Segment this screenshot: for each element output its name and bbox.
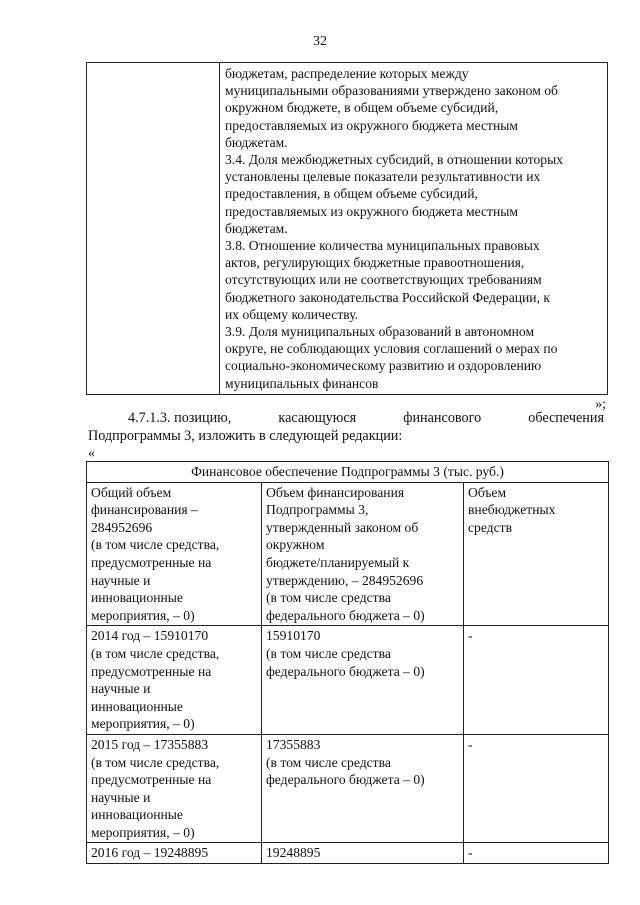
indicator-line: округе, не соблюдающих условия соглашений о мерах по: [225, 341, 558, 357]
cell-text: (в том числе средства: [266, 590, 391, 606]
cell-text: научные и: [91, 681, 151, 697]
table-row: [87, 626, 609, 735]
table-row: [87, 482, 609, 626]
cell-text: мероприятия, – 0): [91, 607, 195, 623]
year-budget-cell: [262, 626, 464, 735]
cell-text: (в том числе средства,: [91, 537, 220, 553]
cell-text: (в том числе средства,: [91, 754, 220, 770]
table-row: [87, 843, 609, 864]
cell-text: бюджете/планируемый к: [266, 554, 410, 570]
cell-text: (в том числе средства: [266, 754, 391, 770]
cell-text: федерального бюджета – 0): [266, 772, 425, 788]
paragraph-line-1: [88, 410, 604, 428]
cell-text: (в том числе средства: [266, 645, 391, 661]
indicator-line: предоставляемых из окружного бюджета местным: [225, 117, 519, 133]
indicator-line: муниципальными образованиями утверждено законом об: [225, 83, 558, 99]
indicator-line: 3.9. Доля муниципальных образований в автономном: [225, 324, 535, 340]
cell-text: предусмотренные на: [91, 772, 212, 788]
cell-text: мероприятия, – 0): [91, 824, 195, 840]
cell-text: внебюджетных: [468, 502, 556, 518]
financing-table-title: Финансовое обеспечение Подпрограммы 3 (тыс. руб.): [87, 462, 609, 483]
indicator-line: 3.8. Отношение количества муниципальных правовых: [225, 238, 540, 254]
opening-quote: «: [88, 446, 95, 461]
cell-text: утверждению, – 284952696: [266, 572, 424, 588]
cell-text: мероприятия, – 0): [91, 716, 195, 732]
paragraph-word: обеспечения: [528, 410, 604, 426]
indicators-table-continuation: [86, 62, 608, 395]
amendment-paragraph: [88, 410, 604, 445]
cell-text: средств: [468, 519, 512, 535]
total-financing-cell: [87, 482, 262, 626]
cell-text: 19248895: [266, 845, 321, 861]
indicator-line: бюджетам.: [225, 220, 288, 236]
year-budget-cell: [262, 734, 464, 843]
cell-text: научные и: [91, 789, 151, 805]
indicator-line: бюджетам.: [225, 134, 288, 150]
paragraph-word: 4.7.1.3. позицию,: [128, 410, 232, 426]
year-total-cell: [87, 626, 262, 735]
cell-text: инновационные: [91, 590, 183, 606]
table-row: [87, 734, 609, 843]
indicator-line: их общему количеству.: [225, 306, 359, 322]
page-number: 32: [313, 34, 327, 49]
indicator-line: муниципальных финансов: [225, 375, 379, 391]
indicator-line: бюджетного законодательства Российской Федерации, к: [225, 289, 550, 305]
cell-text: предусмотренные на: [91, 663, 212, 679]
year-extrabudgetary-cell: -: [464, 734, 609, 843]
cell-text: инновационные: [91, 698, 183, 714]
indicator-line: отсутствующих или не соответствующих требованиям: [225, 272, 542, 288]
cell-text: научные и: [91, 572, 151, 588]
cell-text: 2015 год – 17355883: [91, 736, 209, 752]
closing-quote: »;: [595, 397, 606, 412]
extrabudgetary-cell: [464, 482, 609, 626]
indicator-line: предоставления, в общем объеме субсидий,: [225, 186, 478, 202]
paragraph-word: касающуюся: [278, 410, 357, 426]
cell-text: Объем финансирования: [266, 484, 405, 500]
cell-text: федерального бюджета – 0): [266, 663, 425, 679]
indicator-line: предоставляемых из окружного бюджета местным: [225, 203, 519, 219]
cell-text: Объем: [468, 484, 507, 500]
indicator-line: 3.4. Доля межбюджетных субсидий, в отношении которых: [225, 152, 563, 168]
year-total-cell: [87, 734, 262, 843]
cell-text: утвержденный законом об: [266, 519, 419, 535]
indicator-line: социально-экономическому развитию и оздоровлению: [225, 358, 542, 374]
financing-table: [86, 461, 609, 864]
program-financing-cell: [262, 482, 464, 626]
cell-text: окружном: [266, 537, 325, 553]
indicator-line: бюджетам, распределение которых между: [225, 66, 469, 81]
year-extrabudgetary-cell: -: [464, 626, 609, 735]
paragraph-word: финансового: [403, 410, 482, 426]
year-extrabudgetary-cell: -: [464, 843, 609, 864]
cell-text: 2016 год – 19248895: [91, 845, 209, 861]
cell-text: предусмотренные на: [91, 554, 212, 570]
indicators-cell: [220, 63, 608, 395]
cell-text: инновационные: [91, 807, 183, 823]
cell-text: 2014 год – 15910170: [91, 628, 209, 644]
indicator-line: окружном бюджете, в общем объеме субсидий,: [225, 100, 499, 116]
year-total-cell: [87, 843, 262, 864]
cell-text: Подпрограммы 3,: [266, 502, 369, 518]
cell-text: 17355883: [266, 736, 321, 752]
paragraph-line-2: Подпрограммы 3, изложить в следующей редакции:: [88, 427, 403, 444]
cell-text: (в том числе средства,: [91, 645, 220, 661]
cell-text: финансирования –: [91, 502, 198, 518]
cell-text: Общий объем: [91, 484, 172, 500]
cell-text: 15910170: [266, 628, 321, 644]
indicator-line: установлены целевые показатели результативности их: [225, 169, 541, 185]
year-budget-cell: [262, 843, 464, 864]
cell-text: федерального бюджета – 0): [266, 607, 425, 623]
indicator-line: актов, регулирующих бюджетные правоотношения,: [225, 255, 525, 271]
empty-left-cell: [87, 63, 220, 395]
cell-text: 284952696: [91, 519, 153, 535]
